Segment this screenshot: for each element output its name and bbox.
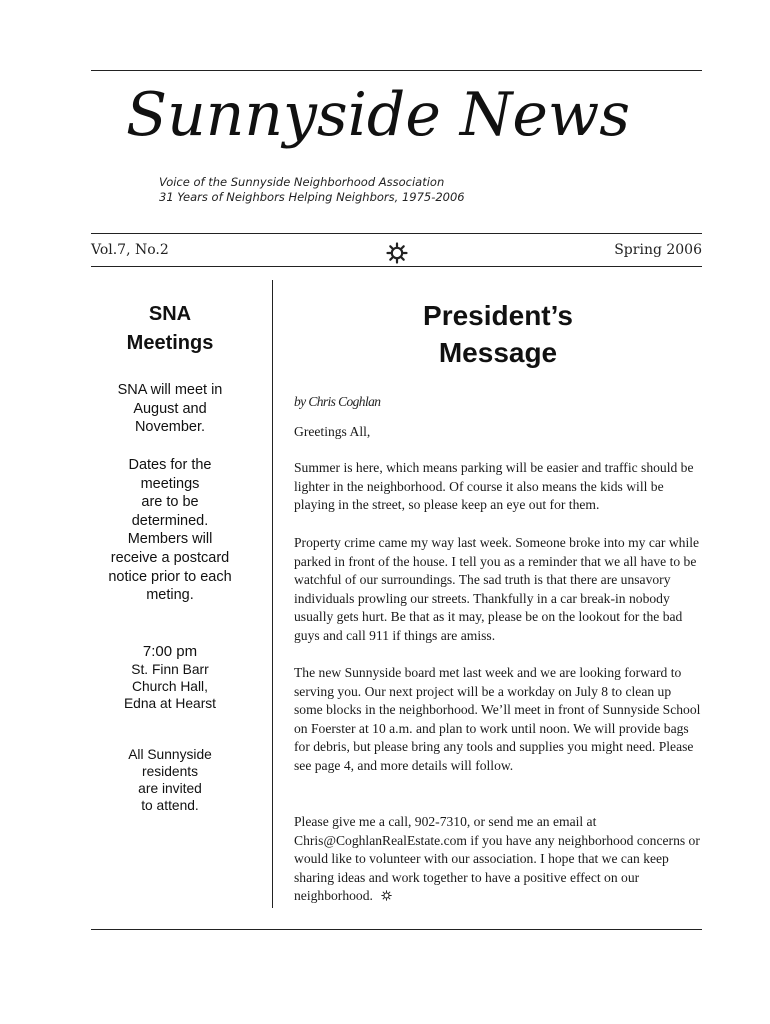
tagline-years: 31 Years of Neighbors Helping Neighbors, 1975-2006 (159, 190, 465, 204)
sidebar-title: SNA Meetings (126, 303, 214, 354)
sidebar-dates-notice: Dates for the meetings are to be determined. Members will receive a postcard notice prior to each meting. (108, 457, 232, 604)
sidebar-meeting-time: 7:00 pm (142, 643, 198, 660)
newsletter-title: Sunnyside News (126, 80, 631, 150)
issue-rule-bottom (91, 266, 702, 267)
article-byline: by Chris Coghlan (294, 394, 381, 409)
article-greeting: Greetings All, (294, 424, 371, 439)
sidebar-meeting-months: SNA will meet in August and November. (117, 382, 223, 436)
sidebar-invitation: All Sunnyside residents are invited to attend. (128, 747, 212, 813)
issue-season: Spring 2006 (614, 242, 702, 258)
sun-icon (381, 890, 392, 901)
article-paragraph: The new Sunnyside board met last week and we are looking forward to serving you. Our next project will be a workday on July 8 to clean up some blocks in the neighborhood. We’ll meet in front of Sunnyside School on Foerster at 10 a.m. and plan to work until noon. We will provide bags for debris, but please bring any tools and supplies you might need. Please see page 4, and more details will follow. (294, 665, 701, 773)
sidebar-meeting-location: St. Finn Barr Church Hall, Edna at Hearst (123, 662, 217, 711)
bottom-rule (91, 929, 702, 930)
tagline-association: Voice of the Sunnyside Neighborhood Association (159, 175, 445, 189)
article-paragraph: Summer is here, which means parking will be easier and traffic should be lighter in the neighborhood. Of course it also means the kids will be playing in the street, so please keep an eye out for them. (294, 460, 694, 513)
volume-number: Vol.7, No.2 (91, 242, 169, 258)
article-paragraph-closing (294, 813, 702, 906)
top-rule (91, 70, 702, 71)
article-paragraph: Property crime came my way last week. Someone broke into my car while parked in front of the house. I tell you as a reminder that we all have to be watchful of our surroundings. The sad truth is that there are unsavory individuals prowling our streets. Thankfully in a car break-in nobody usually gets hurt. Be that as it may, please be on the lookout for the bad guys and call 911 if things are amiss. (294, 535, 700, 643)
issue-rule-top (91, 233, 702, 234)
column-divider (272, 280, 273, 908)
article-closing-text: Please give me a call, 902-7310, or send me an email at Chris@CoghlanRealEstate.com if you have any neighborhood concerns or would like to volunteer with our association. I hope that we can keep sharing ideas and work together to have a positive effect on our neighborhood. (294, 814, 700, 904)
article-title: President’s Message (423, 300, 573, 368)
sun-icon (386, 242, 408, 264)
